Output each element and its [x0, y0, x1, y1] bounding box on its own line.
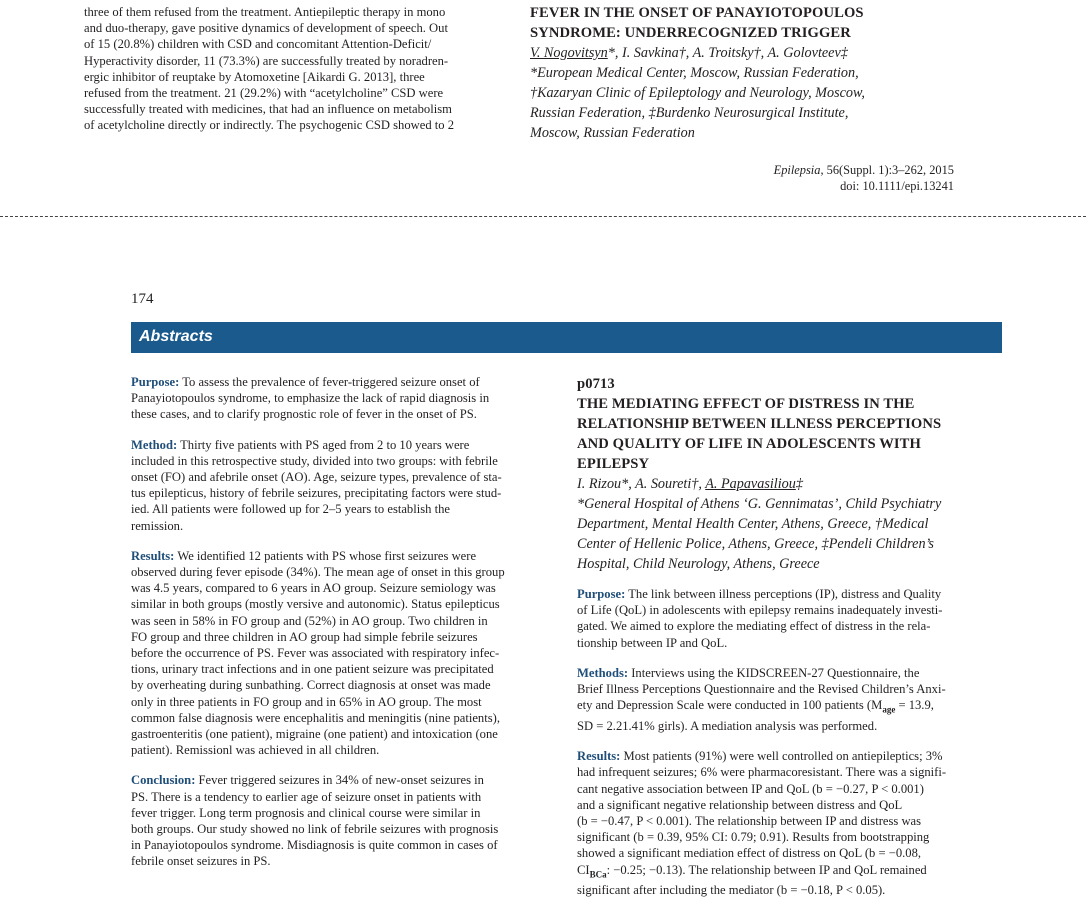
affiliation-line: *European Medical Center, Moscow, Russian Federation, — [530, 65, 859, 81]
method-section — [131, 437, 555, 534]
text-line: ergic inhibitor of reuptake by Atomoxetine [Aikardi G. 2013], three — [84, 69, 425, 84]
text-line: before the occurrence of PS. Fever was associated with respiratory infec- — [131, 646, 500, 661]
text-line: To assess the prevalence of fever-triggered seizure onset of — [182, 375, 480, 389]
section-banner-label: Abstracts — [139, 328, 213, 345]
text-line: was seen in 58% in FO group and (52%) in AO group. Two children in — [131, 613, 488, 628]
text-line: had infrequent seizures; 6% were pharmacoresistant. There was a signifi- — [577, 765, 947, 780]
results-section — [577, 748, 1002, 898]
co-authors: I. Rizou*, A. Soureti†, — [577, 476, 706, 492]
section-heading: Method: — [131, 437, 178, 452]
text-line: We identified 12 patients with PS whose first seizures were — [177, 548, 477, 563]
text-line: patient). Remissionl was achieved in all children. — [131, 743, 380, 758]
purpose-section — [577, 586, 1002, 651]
right-body — [577, 586, 1002, 898]
text-line: gastroenteritis (one patient), migraine (one patient) and intoxication (one — [131, 727, 498, 742]
affiliation-line: Hospital, Child Neurology, Athens, Greece — [577, 556, 820, 572]
abstract-title-line: SYNDROME: UNDERRECOGNIZED TRIGGER — [530, 25, 851, 41]
text-line: Interviews using the KIDSCREEN-27 Questionnaire, the — [631, 665, 920, 680]
text-line: Most patients (91%) were well controlled on antiepileptics; 3% — [623, 749, 943, 764]
top-left-column — [84, 0, 508, 134]
text-line: refused from the treatment. 21 (29.2%) with “acetylcholine” CSD were — [84, 86, 444, 101]
citation-volume: , 56(Suppl. 1):3–262, 2015 — [820, 163, 954, 177]
text-line: ied. All patients were followed up for 2–5 years to establish the — [131, 502, 450, 517]
results-section — [131, 548, 555, 759]
text-line: only in three patients in FO group and in 65% in AO group. The most — [131, 694, 482, 709]
text-line: tus epilepticus, history of febrile seizures, precipitating factors were stud- — [131, 486, 502, 501]
section-heading: Results: — [131, 548, 175, 563]
text-line: observed during fever episode (34%). The mean age of onset in this group — [131, 565, 505, 580]
page-number: 174 — [131, 291, 154, 307]
page-divider — [0, 216, 1086, 217]
top-abstract-header — [530, 3, 950, 143]
text-line: gated. We aimed to explore the mediating effect of distress in the rela- — [577, 619, 931, 634]
conclusion-section — [131, 772, 555, 869]
purpose-section — [131, 374, 555, 423]
citation-line — [650, 163, 954, 179]
text-line: significant (b = 0.39, 95% CI: 0.79; 0.91). Results from bootstrapping — [577, 830, 930, 845]
text-line: Thirty five patients with PS aged from 2 to 10 years were — [180, 437, 470, 452]
text-fragment: ety and Depression Scale were conducted in 100 patients (M — [577, 698, 883, 713]
affiliation-line: Department, Mental Health Center, Athens, Greece, †Medical — [577, 516, 929, 532]
text-line — [577, 697, 1002, 718]
text-line: and a significant negative relationship between distress and QoL — [577, 797, 903, 812]
text-line: similar in both groups (mostly versive and autonomic). Status epilepticus — [131, 597, 500, 612]
author-mark: ‡ — [795, 476, 803, 492]
presenting-author: A. Papavasiliou — [705, 476, 796, 492]
text-line: these cases, and to clarify prognostic role of fever in the onset of PS. — [131, 407, 477, 422]
text-line: common false diagnosis were encephalitis and meningitis (nine patients), — [131, 710, 500, 725]
text-line: of acetylcholine directly or indirectly. The psychogenic CSD showed to 2 — [84, 118, 455, 133]
text-line: significant after including the mediator (b = −0.18, P < 0.05). — [577, 883, 886, 898]
affiliation-line: Center of Hellenic Police, Athens, Greece, ‡Pendeli Children’s — [577, 536, 934, 552]
methods-section — [577, 665, 1002, 734]
text-line: cant negative association between IP and QoL (b = −0.27, P < 0.001) — [577, 781, 924, 796]
author-list — [577, 474, 1002, 494]
section-heading: Methods: — [577, 665, 629, 680]
left-column — [131, 374, 555, 884]
author-list — [530, 43, 950, 63]
section-banner — [131, 322, 1002, 353]
text-line: of 15 (20.8%) children with CSD and concomitant Attention-Deficit/ — [84, 37, 432, 52]
abstract-title-line: AND QUALITY OF LIFE IN ADOLESCENTS WITH — [577, 436, 921, 452]
abstract-title-line: EPILEPSY — [577, 456, 650, 472]
text-line — [84, 0, 508, 4]
journal-citation — [650, 163, 954, 194]
co-authors: *, I. Savkina†, A. Troitsky†, A. Golovteev‡ — [607, 45, 848, 61]
doi-line: doi: 10.1111/epi.13241 — [840, 178, 954, 193]
abstract-title-line: RELATIONSHIP BETWEEN ILLNESS PERCEPTIONS — [577, 416, 942, 432]
text-line: (b = −0.47, P < 0.001). The relationship between IP and distress was — [577, 813, 922, 828]
section-heading: Purpose: — [131, 375, 180, 389]
text-line — [577, 862, 1002, 883]
text-line: FO group and three children in AO group had simple febrile seizures — [131, 629, 478, 644]
affiliation-line: †Kazaryan Clinic of Epileptology and Neurology, Moscow, — [530, 85, 865, 101]
text-line: tions, urinary tract infections and in one patient seizure was precipitated — [131, 662, 494, 677]
text-line: Brief Illness Perceptions Questionnaire and the Revised Children’s Anxi- — [577, 682, 946, 697]
text-line: three of them refused from the treatment. Antiepileptic therapy in mono — [84, 5, 446, 19]
text-line: was 4.5 years, compared to 6 years in AO group. Seizure semiology was — [131, 581, 496, 596]
affiliation-line: Moscow, Russian Federation — [530, 125, 695, 141]
affiliation-line: Russian Federation, ‡Burdenko Neurosurgical Institute, — [530, 105, 849, 121]
text-line: PS. There is a tendency to earlier age of seizure onset in patients with — [131, 789, 482, 804]
section-heading: Purpose: — [577, 587, 626, 601]
text-line: both groups. Our study showed no link of febrile seizures with prognosis — [131, 822, 499, 837]
text-line: remission. — [131, 518, 184, 533]
text-line: onset (FO) and afebrile onset (AO). Age, seizure types, prevalence of sta- — [131, 470, 502, 485]
text-line: showed a significant mediation effect of distress on QoL (b = −0.08, — [577, 846, 922, 861]
abstract-title-line: THE MEDIATING EFFECT OF DISTRESS IN THE — [577, 396, 915, 412]
affiliation-line: *General Hospital of Athens ‘G. Gennimatas’, Child Psychiatry — [577, 496, 942, 512]
text-line: included in this retrospective study, divided into two groups: with febrile — [131, 453, 498, 468]
right-column — [577, 374, 1002, 912]
section-heading: Conclusion: — [131, 773, 196, 788]
abstract-title-line: FEVER IN THE ONSET OF PANAYIOTOPOULOS — [530, 5, 864, 21]
text-line: in Panayiotopoulos syndrome. Misdiagnosis is quite common in cases of — [131, 838, 498, 853]
text-line: and duo-therapy, gave positive dynamics of development of speech. Out — [84, 21, 448, 36]
section-heading: Results: — [577, 749, 621, 764]
presenting-author: V. Nogovitsyn — [530, 45, 608, 61]
abstract-code: p0713 — [577, 376, 615, 392]
text-fragment: = 13.9, — [895, 698, 934, 713]
text-line: fever trigger. Long term prognosis and clinical course were similar in — [131, 805, 481, 820]
text-line: of Life (QoL) in adolescents with epilepsy remains inadequately investi- — [577, 603, 943, 618]
text-line: Hyperactivity disorder, 11 (73.3%) are successfully treated by noradren- — [84, 53, 449, 68]
subscript-age: age — [882, 704, 896, 715]
text-line: The link between illness perceptions (IP), distress and Quality — [628, 587, 942, 601]
text-line: tionship between IP and QoL. — [577, 635, 728, 650]
text-line: Fever triggered seizures in 34% of new-onset seizures in — [198, 773, 484, 788]
text-fragment: CI — [577, 862, 590, 877]
journal-name: Epilepsia — [773, 163, 821, 177]
text-fragment: : −0.25; −0.13). The relationship between IP and QoL remained — [606, 862, 927, 877]
text-line: febrile onset seizures in PS. — [131, 854, 271, 869]
text-line: by overheating during sunbathing. Correct diagnosis at onset was made — [131, 678, 491, 693]
text-line: SD = 2.21.41% girls). A mediation analysis was performed. — [577, 718, 878, 733]
subscript-bca: BCa — [589, 869, 607, 880]
text-line: successfully treated with medicines, that had an influence on metabolism — [84, 102, 452, 117]
text-line: Panayiotopoulos syndrome, to emphasize the lack of rapid diagnosis in — [131, 391, 490, 406]
